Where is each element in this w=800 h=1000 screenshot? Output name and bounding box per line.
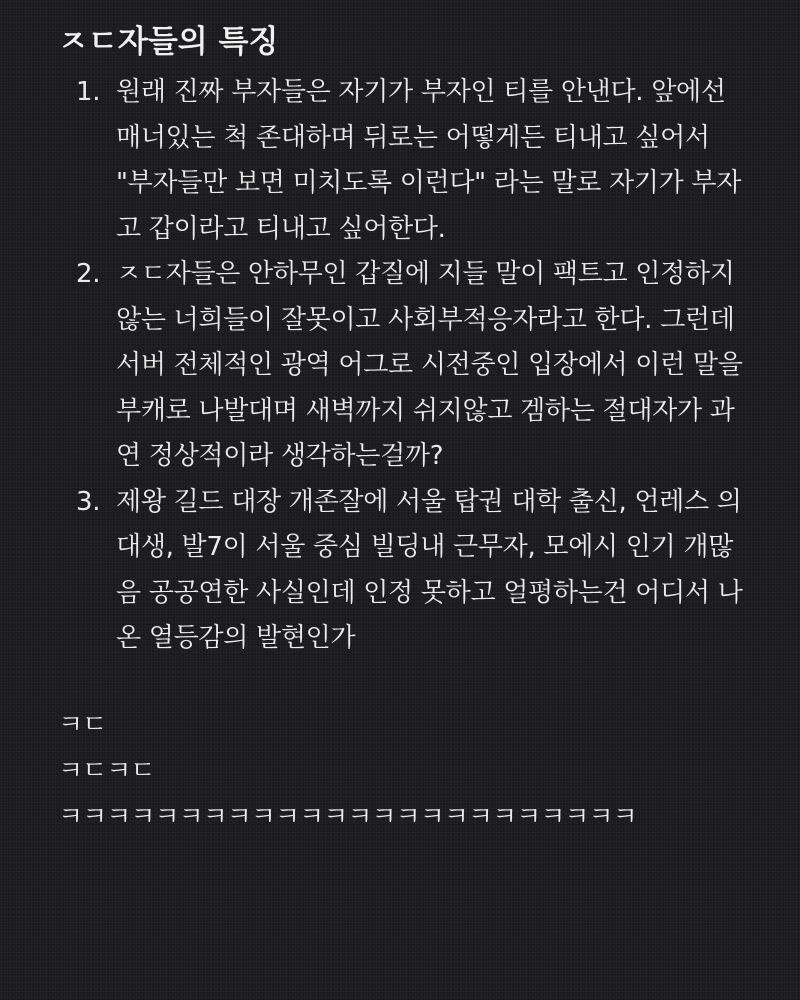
list-item xyxy=(58,70,746,252)
laugh-line: ㅋㄷ xyxy=(58,709,107,740)
list-item-number: 2. xyxy=(76,259,101,289)
list-item-text: ㅈㄷ자들은 안하무인 갑질에 지들 말이 팩트고 인정하지 않는 너희들이 잘못이고 사회부적응자라고 한다. 그런데 서버 전체적인 광역 어그로 시전중인 입장에서 이런 말을 부캐로 나발대며 새벽까지 쉬지않고 겜하는 절대자가 과연 정상적이라 생각하는걸까? xyxy=(116,259,743,471)
list-item-number: 1. xyxy=(76,77,101,107)
list-item-number: 3. xyxy=(76,486,101,517)
list-item xyxy=(58,252,746,480)
list-item-text: 원래 진짜 부자들은 자기가 부자인 티를 안낸다. 앞에선 매너있는 척 존대하며 뒤로는 어떻게든 티내고 싶어서 "부자들만 보면 미치도록 이런다" 라는 말로 자기가 부자고 갑이라고 티내고 싶어한다. xyxy=(116,77,742,244)
list-item-text: 제왕 길드 대장 개존잘에 서울 탑권 대학 출신, 언레스 의대생, 발7이 서울 중심 빌딩내 근무자, 모에시 인기 개많음 공공연한 사실인데 인정 못하고 얼평하는건 어디서 나온 열등감의 발현인가 xyxy=(116,486,743,653)
note-title: ㅈㄷ자들의 특징 xyxy=(58,24,279,60)
laugh-line: ㅋㄷㅋㄷ xyxy=(58,755,155,786)
laugh-line: ㅋㅋㅋㅋㅋㅋㅋㅋㅋㅋㅋㅋㅋㅋㅋㅋㅋㅋㅋㅋㅋㅋㅋㅋ xyxy=(58,801,637,832)
list-item xyxy=(58,480,746,662)
laugh-lines xyxy=(58,702,760,840)
numbered-list xyxy=(58,70,760,662)
